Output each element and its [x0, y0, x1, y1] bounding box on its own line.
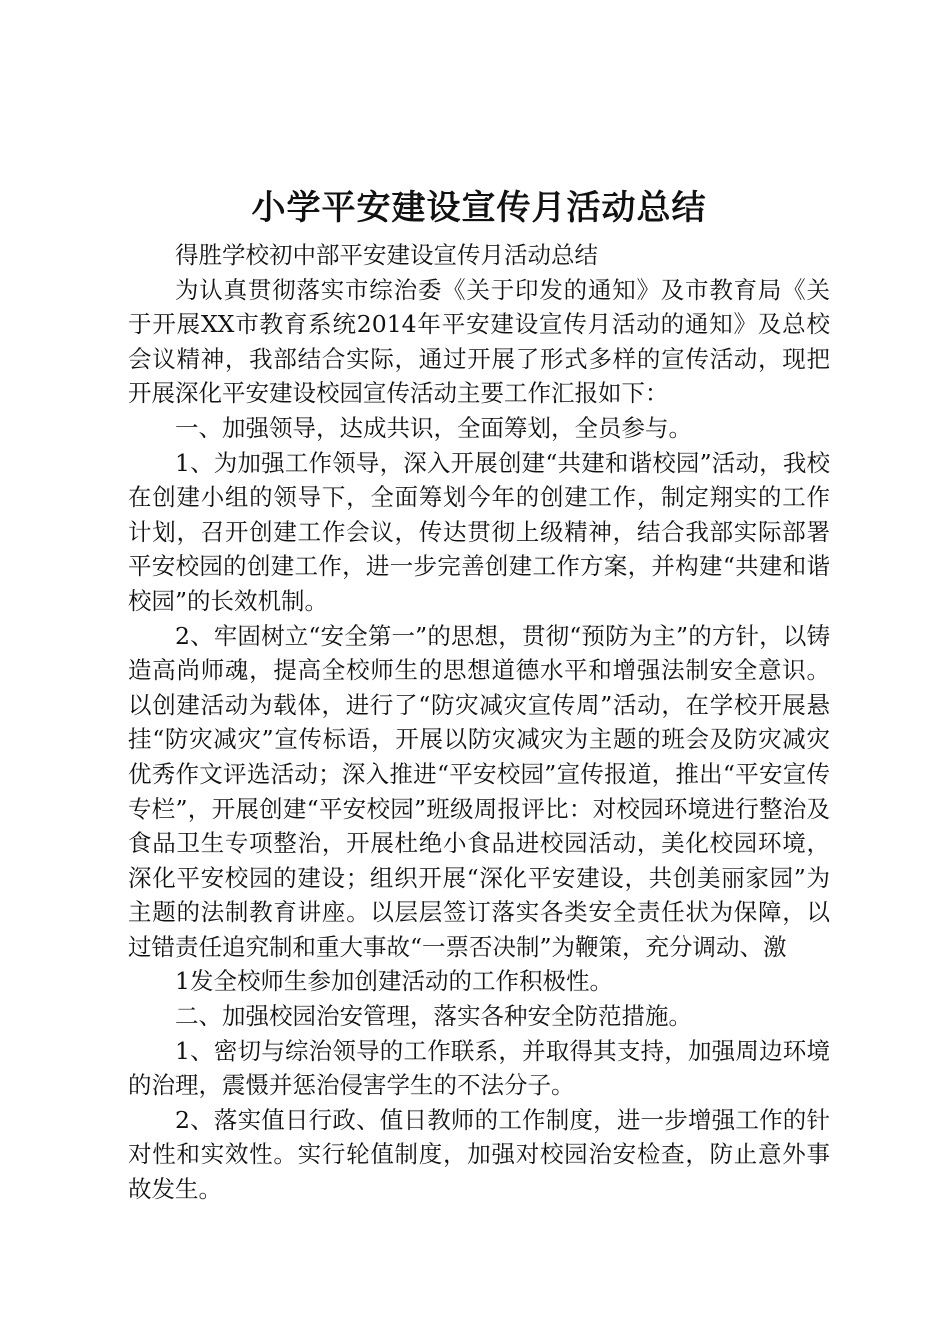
document-body: [128, 238, 830, 1207]
document-page: [128, 182, 830, 1207]
paragraph-intro: 为认真贯彻落实市综治委《关于印发的通知》及市教育局《关于开展XX市教育系统2014年平安建设宣传月活动的通知》及总校会议精神，我部结合实际，通过开展了形式多样的宣传活动，现把开展深化平安建设校园宣传活动主要工作汇报如下：: [128, 275, 830, 408]
paragraph-item-1: 1、为加强工作领导，深入开展创建“共建和谐校园”活动，我校在创建小组的领导下，全面筹划今年的创建工作，制定翔实的工作计划，召开创建工作会议，传达贯彻上级精神，结合我部实际部署平安校园的创建工作，进一步完善创建工作方案，并构建“共建和谐校园”的长效机制。: [128, 448, 830, 615]
section-heading-1: 一、加强领导，达成共识，全面筹划，全员参与。: [175, 413, 692, 442]
document-title: 小学平安建设宣传月活动总结: [251, 188, 707, 228]
paragraph-item-2-1: 1、密切与综治领导的工作联系，并取得其支持，加强周边环境的治理，震慑并惩治侵害学生的不法分子。: [128, 1036, 830, 1100]
paragraph-item-2-2: 2、落实值日行政、值日教师的工作制度，进一步增强工作的针对性和实效性。实行轮值制度，加强对校园治安检查，防止意外事故发生。: [128, 1105, 830, 1204]
section-heading-2: 二、加强校园治安管理，落实各种安全防范措施。: [175, 1002, 692, 1031]
paragraph-continuation: 1发全校师生参加创建活动的工作积极性。: [175, 967, 613, 996]
paragraph-item-2: 2、牢固树立“安全第一”的思想，贯彻“预防为主”的方针，以铸造高尚师魂，提高全校师生的思想道德水平和增强法制安全意识。以创建活动为载体，进行了“防灾减灾宣传周”活动，在学校开展悬挂“防灾减灾”宣传标语，开展以防灾减灾为主题的班会及防灾减灾优秀作文评选活动；深入推进“平安校园”宣传报道，推出“平安宣传专栏”，开展创建“平安校园”班级周报评比：对校园环境进行整治及食品卫生专项整治，开展杜绝小食品进校园活动，美化校园环境，深化平安校园的建设；组织开展“深化平安建设，共创美丽家园”为主题的法制教育讲座。以层层签订落实各类安全责任状为保障，以过错责任追究制和重大事故“一票否决制”为鞭策，充分调动、激: [128, 621, 830, 961]
paragraph-subtitle: 得胜学校初中部平安建设宣传月活动总结: [175, 241, 598, 269]
